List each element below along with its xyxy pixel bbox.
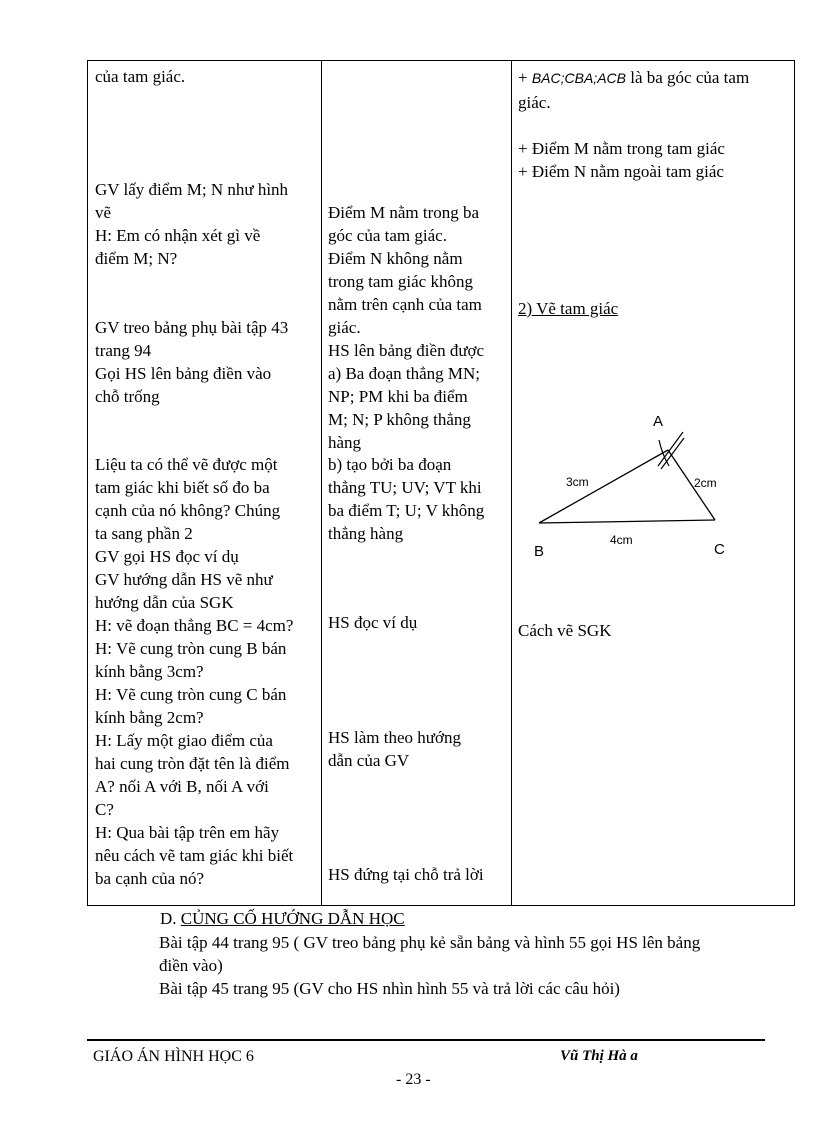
exercise-44-line-2: điền vào) bbox=[159, 956, 223, 975]
left-line: hướng dẫn của SGK bbox=[95, 593, 234, 612]
middle-line: NP; PM khi ba điểm bbox=[328, 387, 468, 406]
left-line: H: vẽ đoạn thẳng BC = 4cm? bbox=[95, 616, 294, 635]
left-line: H: Vẽ cung tròn cung C bán bbox=[95, 685, 287, 704]
left-line: vẽ bbox=[95, 203, 112, 222]
label-c: C bbox=[714, 541, 725, 558]
angles-line-2: giác. bbox=[518, 93, 551, 112]
left-line: của tam giác. bbox=[95, 67, 186, 86]
column-divider-2 bbox=[511, 61, 512, 905]
left-line: H: Lấy một giao điểm của bbox=[95, 731, 273, 750]
middle-line: giác. bbox=[328, 318, 361, 337]
left-line: Liệu ta có thể vẽ được một bbox=[95, 455, 278, 474]
left-line: GV lấy điểm M; N như hình bbox=[95, 180, 289, 199]
footer-rule bbox=[87, 1039, 765, 1041]
middle-line: thẳng TU; UV; VT khi bbox=[328, 478, 482, 497]
section-d-prefix: D. bbox=[160, 909, 181, 928]
angles-suffix: là ba góc của tam bbox=[625, 68, 750, 87]
side-bc-label: 4cm bbox=[610, 533, 633, 547]
page-number: - 23 - bbox=[396, 1071, 431, 1088]
label-b: B bbox=[534, 543, 545, 560]
left-line: A? nối A với B, nối A với bbox=[95, 777, 269, 796]
middle-line: HS lên bảng điền được bbox=[328, 341, 485, 360]
left-line: hai cung tròn đặt tên là điểm bbox=[95, 754, 290, 773]
left-line: kính bằng 3cm? bbox=[95, 662, 204, 681]
point-n-text: + Điểm N nằm ngoài tam giác bbox=[518, 162, 724, 181]
left-line: H: Qua bài tập trên em hãy bbox=[95, 823, 280, 842]
exercise-45-line: Bài tập 45 trang 95 (GV cho HS nhìn hình 55 và trả lời các câu hỏi) bbox=[159, 979, 620, 998]
middle-line: góc của tam giác. bbox=[328, 226, 447, 245]
section-d-title: CỦNG CỐ HƯỚNG DẪN HỌC bbox=[180, 909, 405, 928]
how-to-text: Cách vẽ SGK bbox=[518, 621, 612, 640]
left-line: điểm M; N? bbox=[95, 249, 178, 268]
middle-line: Điểm M nằm trong ba bbox=[328, 203, 480, 222]
left-line: tam giác khi biết số đo ba bbox=[95, 478, 270, 497]
left-line: cạnh của nó không? Chúng bbox=[95, 501, 281, 520]
angles-symbols: BAC;CBA;ACB bbox=[531, 70, 626, 86]
side-bc bbox=[539, 520, 715, 523]
left-line: nêu cách vẽ tam giác khi biết bbox=[95, 846, 294, 865]
middle-line: trong tam giác không bbox=[328, 272, 473, 291]
lesson-table bbox=[87, 60, 795, 906]
left-line: GV gọi HS đọc ví dụ bbox=[95, 547, 239, 566]
left-line: kính bằng 2cm? bbox=[95, 708, 204, 727]
middle-line: hàng bbox=[328, 433, 362, 452]
triangle-figure bbox=[528, 406, 788, 566]
section-d-heading bbox=[160, 907, 405, 930]
middle-line: HS đứng tại chỗ trả lời bbox=[328, 865, 484, 884]
left-line: trang 94 bbox=[95, 341, 152, 360]
left-line: H: Vẽ cung tròn cung B bán bbox=[95, 639, 287, 658]
label-a: A bbox=[653, 413, 664, 430]
footer-author: Vũ Thị Hà a bbox=[560, 1048, 638, 1064]
left-line: GV treo bảng phụ bài tập 43 bbox=[95, 318, 289, 337]
point-m-text: + Điểm M nằm trong tam giác bbox=[518, 139, 725, 158]
middle-line: HS đọc ví dụ bbox=[328, 613, 418, 632]
side-ac-label: 2cm bbox=[694, 476, 717, 490]
middle-line: a) Ba đoạn thẳng MN; bbox=[328, 364, 481, 383]
left-line: H: Em có nhận xét gì về bbox=[95, 226, 261, 245]
middle-line: M; N; P không thẳng bbox=[328, 410, 471, 429]
middle-line: nằm trên cạnh của tam bbox=[328, 295, 482, 314]
middle-line: ba điểm T; U; V không bbox=[328, 501, 485, 520]
left-line: ta sang phần 2 bbox=[95, 524, 193, 543]
middle-line: dẫn của GV bbox=[328, 751, 410, 770]
side-ab-label: 3cm bbox=[566, 475, 589, 489]
angles-prefix: + bbox=[518, 68, 532, 87]
angles-line bbox=[518, 66, 749, 90]
middle-line: thẳng hàng bbox=[328, 524, 404, 543]
side-ab bbox=[539, 450, 668, 523]
exercise-44-line-1: Bài tập 44 trang 95 ( GV treo bảng phụ kẻ sẵn bảng và hình 55 gọi HS lên bảng bbox=[159, 933, 701, 952]
column-divider-1 bbox=[321, 61, 322, 905]
left-line: C? bbox=[95, 800, 114, 819]
left-line: GV hướng dẫn HS vẽ như bbox=[95, 570, 273, 589]
left-line: ba cạnh của nó? bbox=[95, 869, 205, 888]
footer-title: GIÁO ÁN HÌNH HỌC 6 bbox=[93, 1048, 254, 1065]
section-title: 2) Vẽ tam giác bbox=[518, 299, 619, 318]
left-line: Gọi HS lên bảng điền vào bbox=[95, 364, 272, 383]
middle-line: b) tạo bởi ba đoạn bbox=[328, 455, 452, 474]
left-line: chỗ trống bbox=[95, 387, 160, 406]
middle-line: HS làm theo hướng bbox=[328, 728, 461, 747]
middle-line: Điểm N không nằm bbox=[328, 249, 463, 268]
